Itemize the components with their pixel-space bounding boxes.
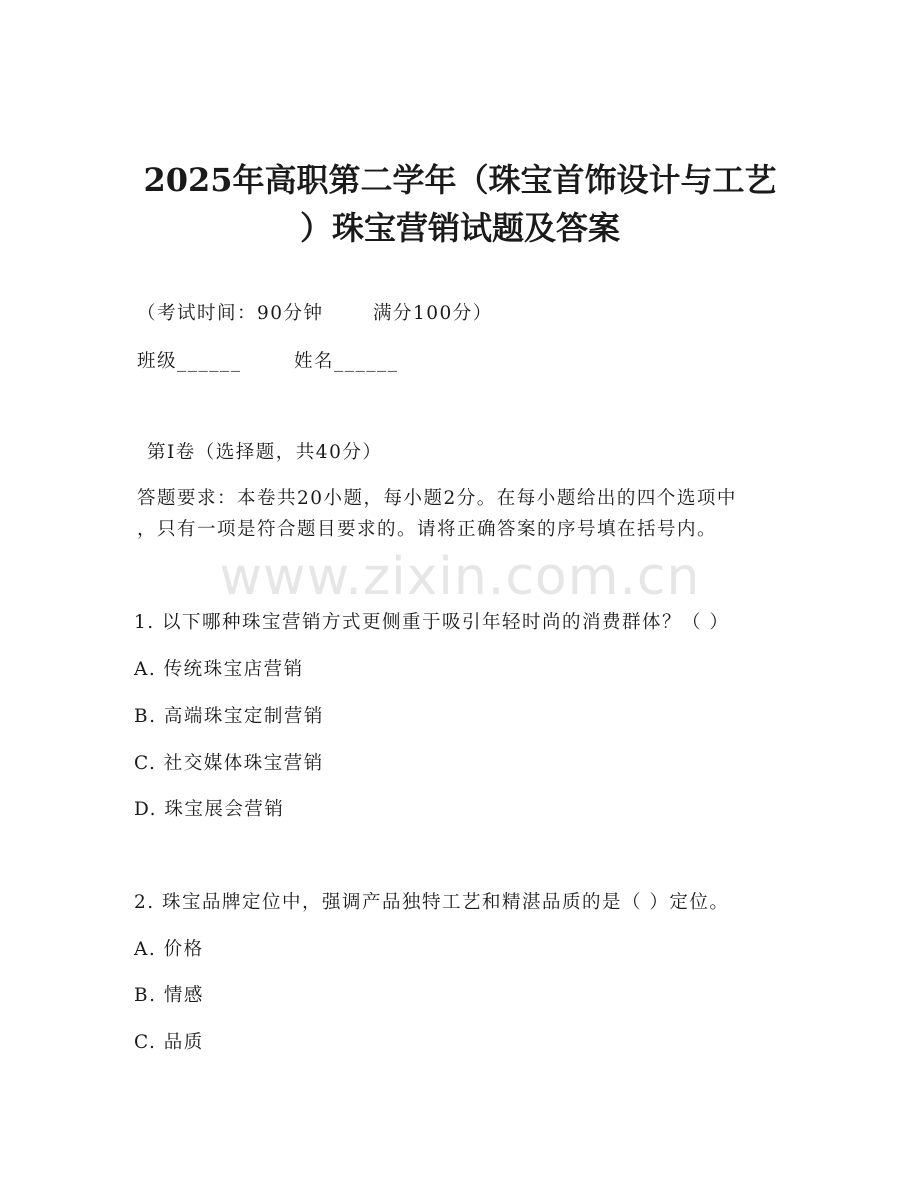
section-heading: 第I卷（选择题，共40分）	[147, 442, 383, 463]
option-d: D. 珠宝展会营销	[134, 799, 285, 820]
option-c: C. 品质	[134, 1032, 204, 1053]
instructions-line-1: 答题要求：本卷共20小题，每小题2分。在每小题给出的四个选项中	[137, 488, 737, 509]
document-title-line-1: 2025年高职第二学年（珠宝首饰设计与工艺	[143, 161, 777, 199]
question-stem: 1. 以下哪种珠宝营销方式更侧重于吸引年轻时尚的消费群体？（ ）	[134, 612, 730, 633]
option-b: B. 高端珠宝定制营销	[134, 706, 324, 727]
option-b: B. 情感	[134, 985, 204, 1006]
class-field-label: 班级______	[137, 351, 242, 372]
option-a: A. 价格	[134, 939, 204, 960]
watermark: www.zixin.com.cn	[219, 547, 701, 607]
name-field-label: 姓名______	[294, 351, 399, 372]
option-c: C. 社交媒体珠宝营销	[134, 753, 324, 774]
option-a: A. 传统珠宝店营销	[134, 659, 304, 680]
full-marks: 满分100分）	[373, 303, 493, 324]
exam-time: （考试时间：90分钟	[137, 303, 324, 324]
instructions-line-2: ，只有一项是符合题目要求的。请将正确答案的序号填在括号内。	[137, 519, 718, 540]
document-title-line-2: ）珠宝营销试题及答案	[299, 209, 620, 247]
question-stem: 2. 珠宝品牌定位中，强调产品独特工艺和精湛品质的是（ ）定位。	[134, 892, 730, 913]
